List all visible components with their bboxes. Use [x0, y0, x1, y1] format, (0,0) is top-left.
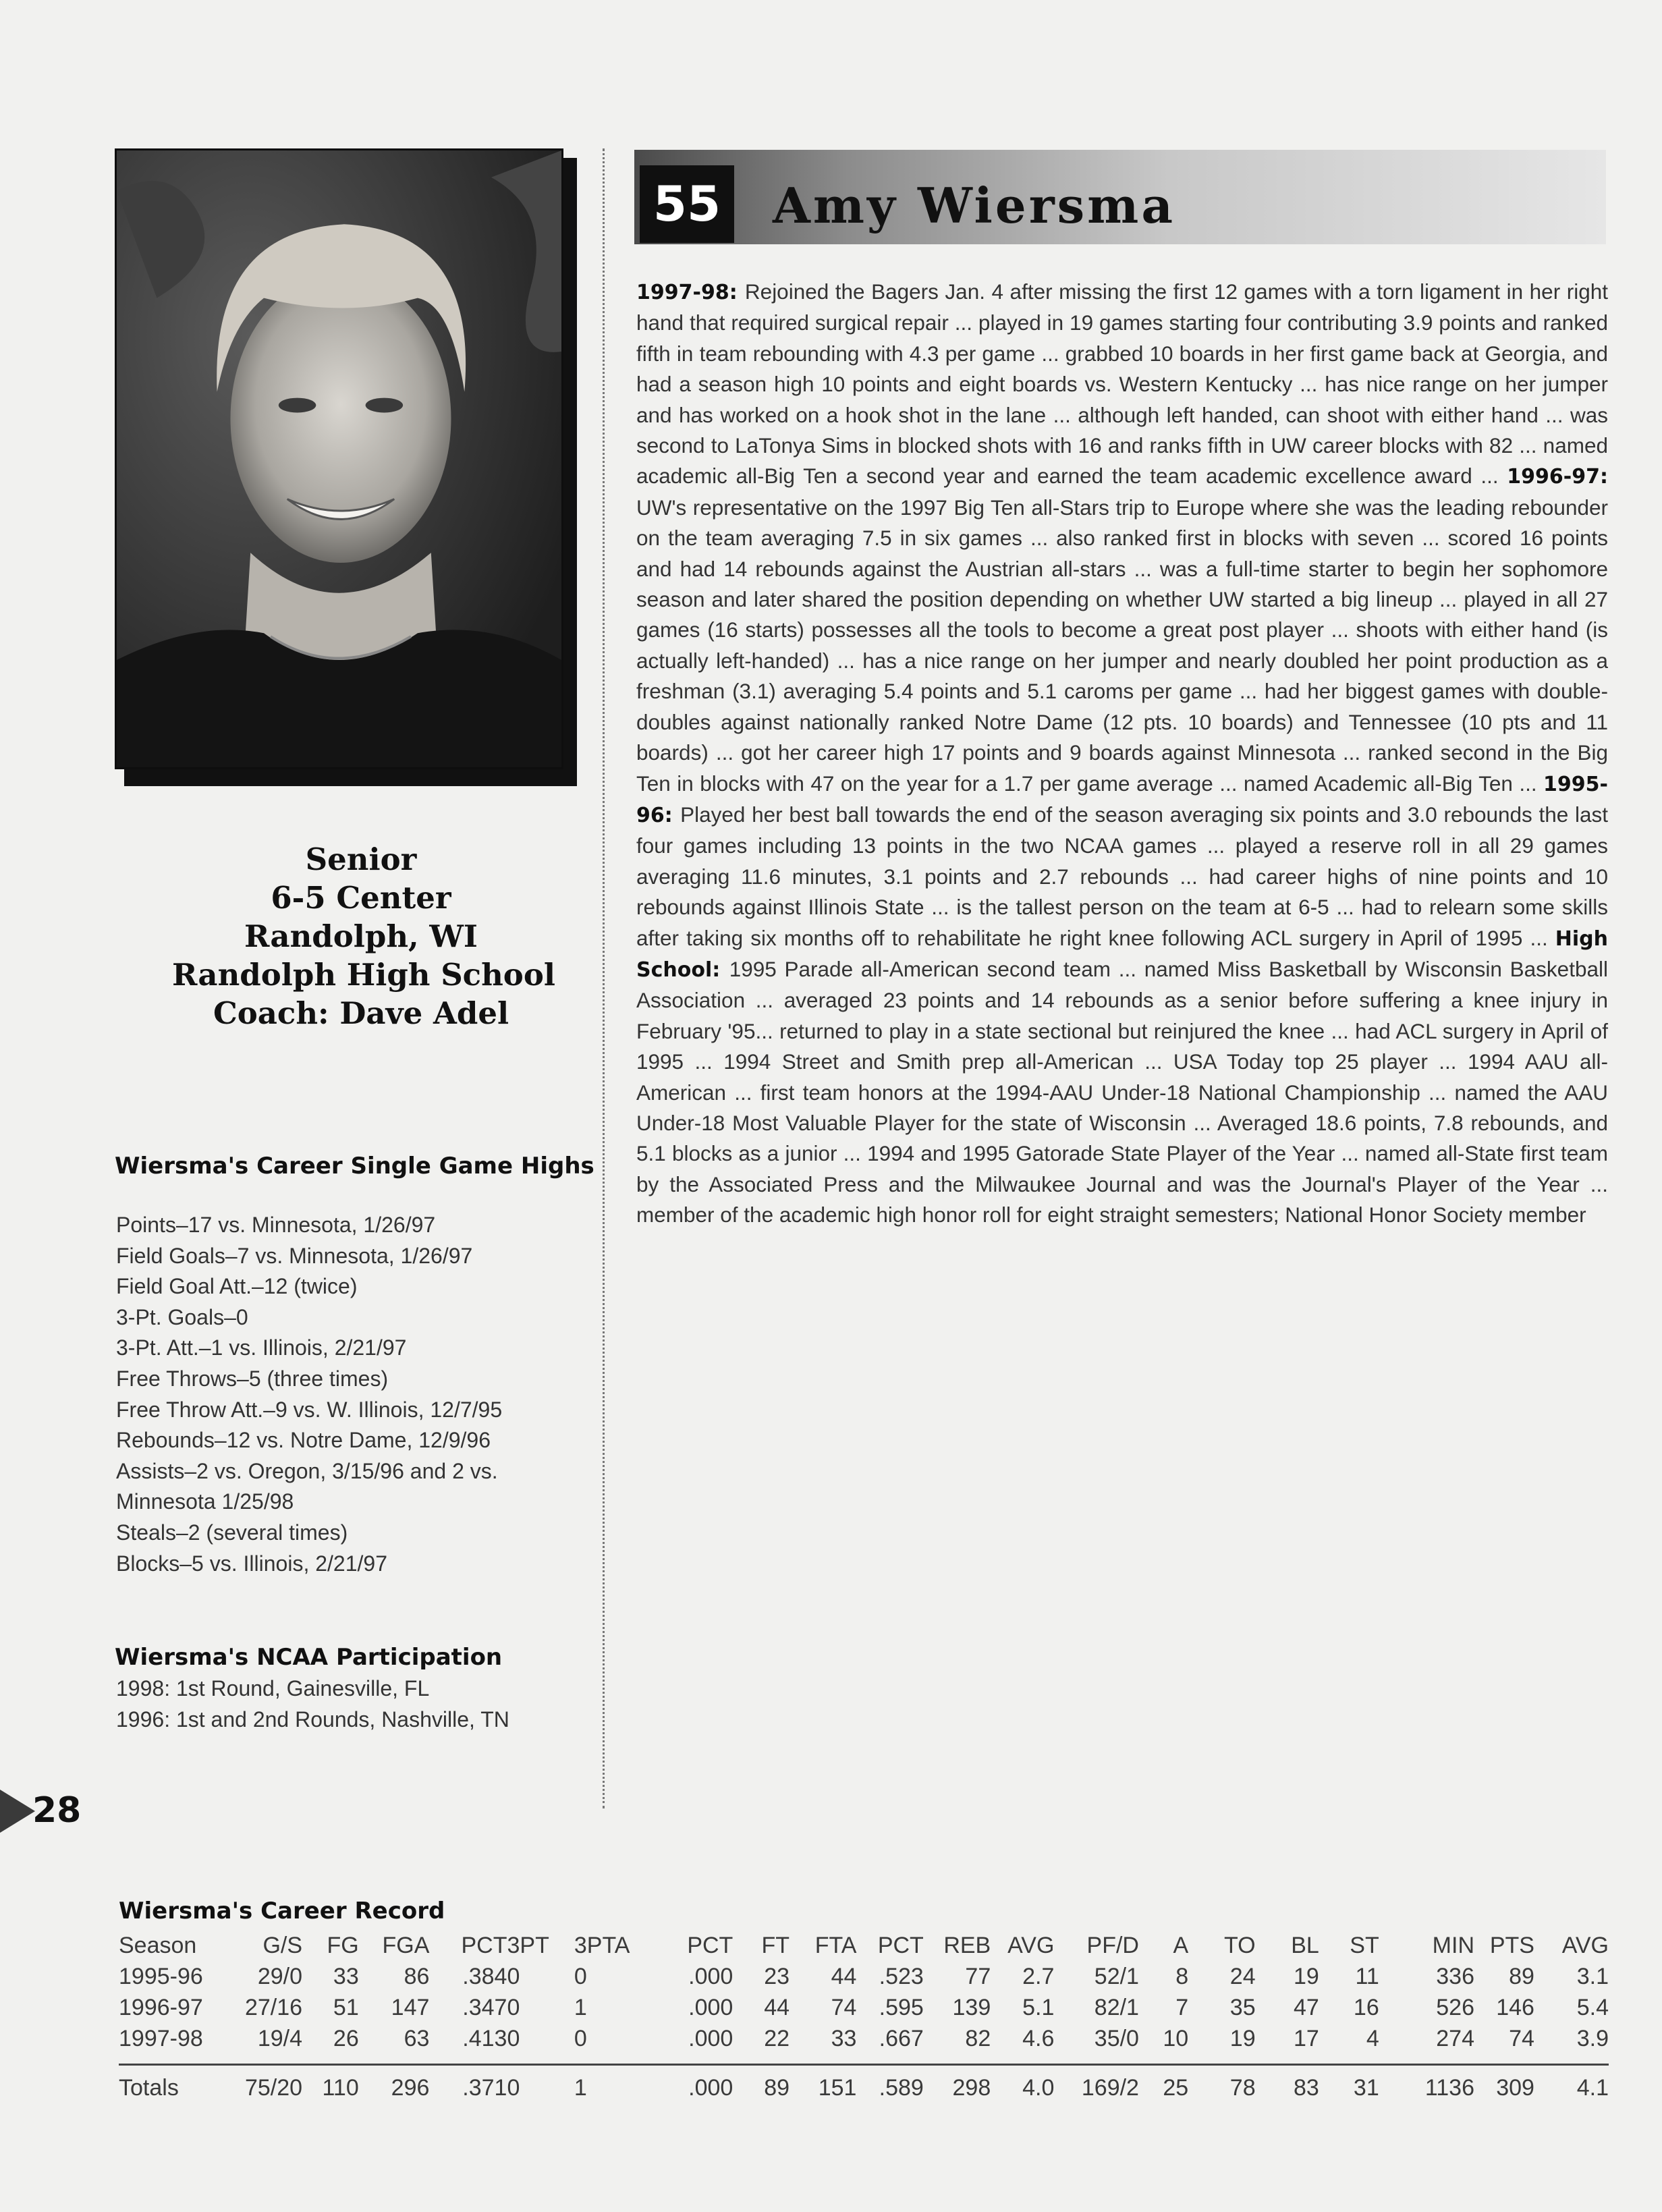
- table-cell: 89: [733, 2065, 790, 2104]
- column-header: AVG: [1561, 1932, 1609, 1958]
- list-item: Blocks–5 vs. Illinois, 2/21/97: [116, 1551, 387, 1576]
- career-highs-list: [116, 1210, 575, 1579]
- table-cell: .413: [462, 2025, 507, 2051]
- table-cell: .347: [462, 1994, 507, 2020]
- column-header: AVG: [1007, 1932, 1055, 1958]
- bio-block: [172, 840, 555, 1032]
- table-cell: 1: [574, 2065, 652, 2104]
- table-cell: 51: [333, 1994, 359, 2020]
- table-cell: .371: [429, 2065, 507, 2104]
- table-row: [119, 2023, 1609, 2054]
- table-cell: 1997-98: [119, 2025, 203, 2051]
- list-item: Rebounds–12 vs. Notre Dame, 12/9/96: [116, 1428, 491, 1453]
- column-header: FGA: [382, 1932, 430, 1958]
- table-cell: 5.1: [1022, 1994, 1055, 2020]
- table-cell: 8: [1175, 1963, 1189, 1989]
- column-header: FT: [761, 1932, 790, 1958]
- table-cell: 63: [404, 2025, 430, 2051]
- table-cell: 7: [1175, 1994, 1189, 2020]
- table-cell: 19: [1293, 1963, 1319, 1989]
- season-label: 1995-96:: [636, 772, 1608, 827]
- column-divider: [603, 148, 605, 1808]
- table-cell: 110: [302, 2065, 359, 2104]
- column-header: Season: [119, 1932, 197, 1958]
- table-cell: 0: [574, 1963, 587, 1989]
- career-highs-heading: Wiersma's Career Single Game Highs: [115, 1153, 594, 1180]
- table-cell: .523: [879, 1963, 924, 1989]
- table-cell: 82/1: [1094, 1994, 1139, 2020]
- table-cell: .000: [688, 2025, 733, 2051]
- table-cell: .000: [688, 1994, 733, 2020]
- table-cell: 146: [1496, 1994, 1534, 2020]
- career-record-table: [119, 1930, 1609, 2103]
- table-cell: 0: [574, 2025, 587, 2051]
- table-cell: 3.9: [1576, 2025, 1609, 2051]
- table-cell: 526: [1436, 1994, 1474, 2020]
- table-spacer: [119, 2054, 1609, 2065]
- table-cell: 4.1: [1534, 2065, 1609, 2104]
- season-label: 1996-97:: [1507, 465, 1608, 489]
- season-label: High School:: [636, 927, 1608, 982]
- ncaa-list: [116, 1674, 575, 1735]
- table-cell: 16: [1353, 1994, 1379, 2020]
- table-cell: 4.0: [991, 2065, 1054, 2104]
- table-cell: 19/4: [257, 2025, 303, 2051]
- column-header: A: [1173, 1932, 1189, 1958]
- table-cell: 5.4: [1576, 1994, 1609, 2020]
- player-portrait-image: [117, 150, 561, 767]
- player-photo-frame: [115, 148, 577, 786]
- table-cell: 26: [333, 2025, 359, 2051]
- table-cell: 52/1: [1094, 1963, 1139, 1989]
- table-cell: 147: [391, 1994, 430, 2020]
- page-arrow-icon: [0, 1790, 35, 1833]
- table-cell: 1136: [1379, 2065, 1474, 2104]
- table-cell: 274: [1436, 2025, 1474, 2051]
- column-header: PTS: [1489, 1932, 1534, 1958]
- class-year: Senior: [305, 841, 417, 877]
- table-cell: 44: [831, 1963, 857, 1989]
- column-header: TO: [1224, 1932, 1256, 1958]
- table-cell: 25: [1139, 2065, 1188, 2104]
- table-cell: .384: [462, 1963, 507, 1989]
- list-item: Free Throw Att.–9 vs. W. Illinois, 12/7/95: [116, 1397, 503, 1422]
- list-item: 3-Pt. Att.–1 vs. Illinois, 2/21/97: [116, 1335, 407, 1360]
- table-cell: 27/16: [244, 1994, 303, 2020]
- list-item: 1998: 1st Round, Gainesville, FL: [116, 1676, 430, 1701]
- table-cell: 0: [507, 2065, 574, 2104]
- table-cell: 336: [1436, 1963, 1474, 1989]
- table-cell: 89: [1509, 1963, 1534, 1989]
- table-cell: 309: [1474, 2065, 1534, 2104]
- table-cell: 4.6: [1022, 2025, 1055, 2051]
- table-cell: 3.1: [1576, 1963, 1609, 1989]
- season-label: 1997-98:: [636, 281, 745, 304]
- table-cell: 78: [1188, 2065, 1255, 2104]
- table-cell: 75/20: [225, 2065, 302, 2104]
- table-cell: 44: [764, 1994, 790, 2020]
- season-notes: 1995 Parade all-American second team ... named Miss Basketball by Wisconsin Basketball Association ... averaged 23 points and 14 rebounds as a senior before suffering a knee injury in February '95... returned to play in a state sectional but reinjured the knee ... had ACL surgery in April of 1995 ... 1994 Street and Smith prep all-American ... USA Today top 25 player ... 1994 AAU all-American ... first team honors at the 1994-AAU Under-18 National Championship ... named the AAU Under-18 Most Valuable Player for the state of Wisconsin ... Averaged 18.6 points, 7.8 rebounds, and 5.1 blocks as a junior ... 1994 and 1995 Gatorade State Player of the Year ... named all-State first team by the Associated Press and the Milwaukee Journal and was the Journal's Player of the Year ... member of the academic high honor roll for eight straight semesters; National Honor Society member: [636, 956, 1608, 1227]
- table-cell: 77: [965, 1963, 991, 1989]
- table-cell: 83: [1256, 2065, 1319, 2104]
- table-header-row: [119, 1930, 1609, 1961]
- coach: Coach: Dave Adel: [213, 995, 509, 1031]
- column-header: PCT: [461, 1932, 507, 1958]
- table-cell: 4: [1366, 2025, 1379, 2051]
- table-cell: 33: [831, 2025, 857, 2051]
- table-cell: 151: [790, 2065, 856, 2104]
- page-number: 28: [32, 1790, 82, 1831]
- table-cell: 74: [1509, 2025, 1534, 2051]
- table-cell: 2.7: [1022, 1963, 1055, 1989]
- table-cell: .000: [652, 2065, 733, 2104]
- table-cell: 29/0: [257, 1963, 303, 1989]
- jersey-number: 55: [640, 165, 734, 243]
- table-cell: 35: [1229, 1994, 1256, 2020]
- column-header: 3PT: [507, 1932, 549, 1958]
- table-cell: 10: [1163, 2025, 1189, 2051]
- table-cell: 17: [1293, 2025, 1319, 2051]
- table-cell: 47: [1293, 1994, 1319, 2020]
- column-header: G/S: [262, 1932, 303, 1958]
- list-item: 1996: 1st and 2nd Rounds, Nashville, TN: [116, 1707, 509, 1732]
- table-cell: 0: [507, 1994, 520, 2020]
- table-row: [119, 1992, 1609, 2023]
- column-header: FTA: [814, 1932, 857, 1958]
- table-cell: 22: [764, 2025, 790, 2051]
- table-cell: 169/2: [1054, 2065, 1139, 2104]
- list-item: Steals–2 (several times): [116, 1520, 348, 1545]
- season-notes: Rejoined the Bagers Jan. 4 after missing the first 12 games with a torn ligament in her right hand that required surgical repair ... played in 19 games starting four contributing 3.9 points and ranked fifth in team rebounding with 4.3 per game ... grabbed 10 boards in her first game back at Georgia, and had a season high 10 points and eight boards vs. Western Kentucky ... has nice range on her jumper and has worked on a hook shot in the lane ... although left handed, can shoot with either hand ... was second to LaTonya Sims in blocked shots with 16 and ranks fifth in UW career blocks with 82 ... named academic all-Big Ten a second year and earned the team academic excellence award ...: [636, 279, 1608, 489]
- table-cell: 35/0: [1094, 2025, 1139, 2051]
- table-cell: 298: [924, 2065, 991, 2104]
- table-cell: 31: [1319, 2065, 1379, 2104]
- table-cell: .000: [688, 1963, 733, 1989]
- table-cell: 296: [359, 2065, 430, 2104]
- high-school: Randolph High School: [172, 957, 555, 993]
- list-item: Field Goals–7 vs. Minnesota, 1/26/97: [116, 1243, 473, 1268]
- table-cell: 11: [1355, 1963, 1379, 1989]
- player-photo: [115, 148, 563, 769]
- column-header: PCT: [687, 1932, 733, 1958]
- table-cell: Totals: [119, 2065, 225, 2104]
- table-cell: 86: [404, 1963, 430, 1989]
- table-cell: .595: [879, 1994, 924, 2020]
- column-header: FG: [327, 1932, 359, 1958]
- table-cell: 1: [574, 1994, 587, 2020]
- table-cell: 19: [1229, 2025, 1256, 2051]
- season-notes: UW's representative on the 1997 Big Ten all-Stars trip to Europe where she was the leading rebounder on the team averaging 7.5 in six games ... also ranked first in blocks with seven ... scored 16 points and had 14 rebounds against the Austrian all-stars ... was a full-time starter to begin her sophomore season and later shared the position depending on whether UW started a big lineup ... played in all 27 games (16 starts) possesses all the tools to become a great post player ... shoots with either hand (is actually left-handed) ... has a nice range on her jumper and nearly doubled her point production as a freshman (3.1) averaging 5.4 points and 5.1 caroms per game ... had her biggest games with double-doubles against nationally ranked Notre Dame (12 pts. 10 boards) and Tennessee (10 pts and 11 boards) ... got her career high 17 points and 9 boards against Minnesota ... ranked second in the Big Ten in blocks with 47 on the year for a 1.7 per game average ... named Academic all-Big Ten ...: [636, 495, 1608, 796]
- ncaa-heading: Wiersma's NCAA Participation: [115, 1644, 503, 1671]
- table-cell: 82: [965, 2025, 991, 2051]
- table-cell: 1995-96: [119, 1963, 203, 1989]
- table-cell: 139: [952, 1994, 991, 2020]
- career-record-heading: Wiersma's Career Record: [119, 1898, 445, 1925]
- table-row: [119, 1961, 1609, 1992]
- list-item: Free Throws–5 (three times): [116, 1366, 389, 1391]
- list-item: Assists–2 vs. Oregon, 3/15/96 and 2 vs. Minnesota 1/25/98: [116, 1458, 498, 1514]
- column-header: PF/D: [1086, 1932, 1139, 1958]
- table-cell: .589: [856, 2065, 923, 2104]
- table-cell: 23: [764, 1963, 790, 1989]
- table-cell: 74: [831, 1994, 857, 2020]
- player-name: Amy Wiersma: [773, 177, 1176, 234]
- list-item: 3-Pt. Goals–0: [116, 1304, 248, 1329]
- hometown: Randolph, WI: [244, 918, 478, 954]
- table-cell: 0: [507, 1963, 520, 1989]
- table-cell: 0: [507, 2025, 520, 2051]
- list-item: Points–17 vs. Minnesota, 1/26/97: [116, 1213, 436, 1237]
- column-header: PCT: [877, 1932, 924, 1958]
- column-header: REB: [943, 1932, 991, 1958]
- list-item: Field Goal Att.–12 (twice): [116, 1274, 358, 1299]
- table-cell: 1996-97: [119, 1994, 203, 2020]
- table-cell: 24: [1229, 1963, 1256, 1989]
- profile-text: [636, 277, 1608, 1231]
- height-position: 6-5 Center: [271, 880, 451, 916]
- totals-row: [119, 2065, 1609, 2104]
- column-header: BL: [1291, 1932, 1319, 1958]
- table-cell: .667: [879, 2025, 924, 2051]
- table-cell: 33: [333, 1963, 359, 1989]
- column-header: 3PTA: [574, 1932, 630, 1958]
- column-header: ST: [1350, 1932, 1379, 1958]
- season-notes: Played her best ball towards the end of the season averaging six points and 3.0 rebounds the last four games including 13 points in the two NCAA games ... played a reserve roll in all 29 games averaging 11.6 minutes, 3.1 points and 2.7 rebounds ... had career highs of nine points and 10 rebounds against Illinois State ... is the tallest person on the team at 6-5 ... had to relearn some skills after taking six months off to rehabilitate he right knee following ACL surgery in April of 1995 ...: [636, 802, 1608, 950]
- column-header: MIN: [1432, 1932, 1474, 1958]
